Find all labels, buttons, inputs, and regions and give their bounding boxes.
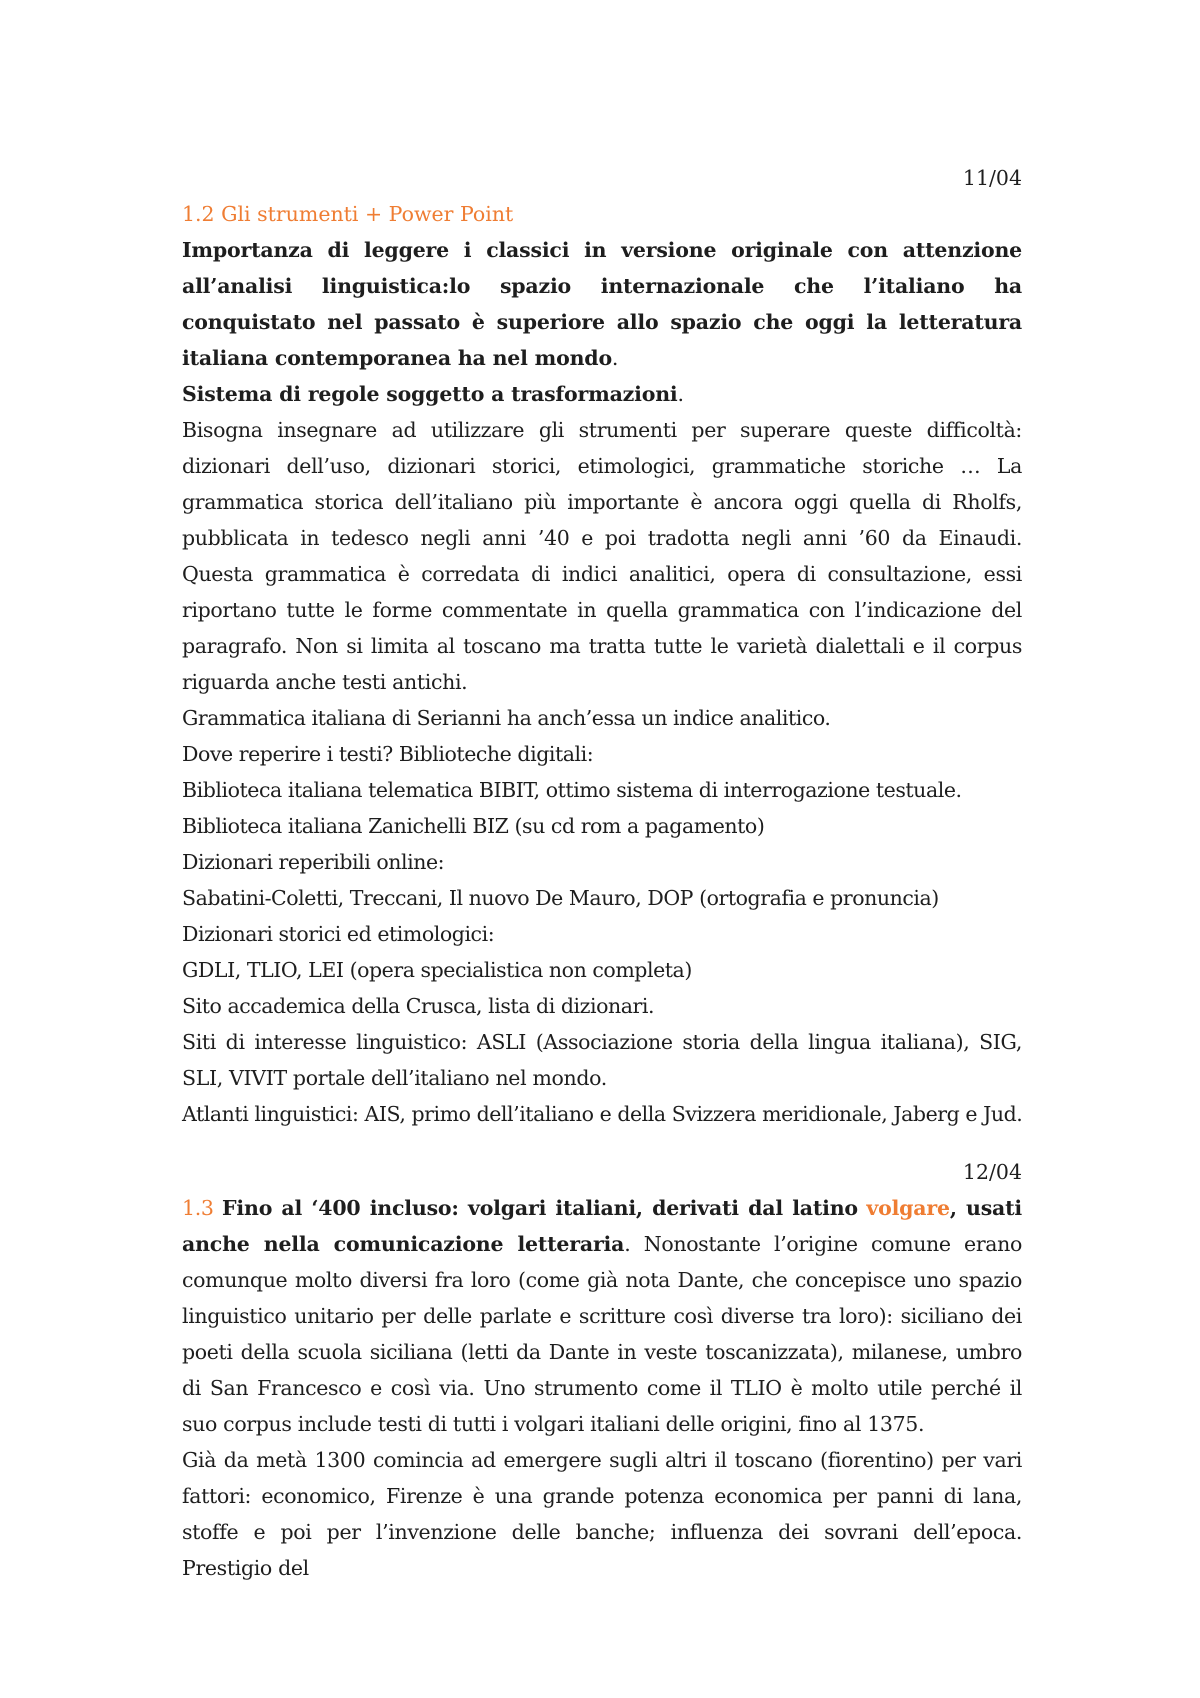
text-line: Sito accademica della Crusca, lista di dizionari. xyxy=(182,994,655,1018)
atlases-line: Atlanti linguistici: AIS, primo dell’italiano e della Svizzera meridionale, Jaberg e Jud. xyxy=(182,1102,1023,1126)
rule-period: . xyxy=(677,382,684,406)
section-number: 1.3 xyxy=(182,1196,214,1220)
body-paragraph: Bisogna insegnare ad utilizzare gli strumenti per superare queste difficoltà: dizionari dell’uso, dizionari storici, etimologici, grammatiche storiche … La grammatica storica dell’italiano più importante è ancora oggi quella di Rholfs, pubblicata in tedesco negli anni ’40 e poi tradotta negli anni ’60 da Einaudi. Questa grammatica è corredata di indici analitici, opera di consultazione, essi riportano tutte le forme commentate in quella grammatica con l’indicazione del paragrafo. Non si limita al toscano ma tratta tutte le varietà dialettali e il corpus riguarda anche testi antichi. xyxy=(182,418,1022,694)
section-heading: 1.2 Gli strumenti + Power Point xyxy=(182,202,514,226)
text-line: Biblioteca italiana telematica BIBIT, ottimo sistema di interrogazione testuale. xyxy=(182,778,962,802)
sites-paragraph: Siti di interesse linguistico: ASLI (Associazione storia della lingua italiana), SIG, SLI, VIVIT portale dell’italiano nel mondo. xyxy=(182,1030,1022,1090)
text-line: Dove reperire i testi? Biblioteche digitali: xyxy=(182,742,594,766)
text-line: Dizionari storici ed etimologici: xyxy=(182,922,495,946)
text-line: Sabatini-Coletti, Treccani, Il nuovo De Mauro, DOP (ortografia e pronuncia) xyxy=(182,886,939,910)
text-line: Biblioteca italiana Zanichelli BIZ (su cd rom a pagamento) xyxy=(182,814,765,838)
body-part-a: . Nonostante l’origine comune erano comunque molto diversi fra loro (come già nota Dante, che concepisce uno spazio linguistico unitario per delle parlate e scritture così diverse tra loro): siciliano dei poeti della scuola siciliana (letti da Dante in veste toscanizzata), milanese, umbro di San Francesco e così via. Uno strumento come il TLIO è molto utile perché il suo corpus include testi di tutti i volgari italiani delle origini, fino al 1375. xyxy=(182,1232,1022,1436)
bold-intro: Importanza di leggere i classici in versione originale con attenzione all’analisi linguistica:lo spazio internazionale che l’italiano ha conquistato nel passato è superiore allo spazio che oggi la letteratura italiana contemporanea ha nel mondo xyxy=(182,238,1022,370)
text-line: GDLI, TLIO, LEI (opera specialistica non completa) xyxy=(182,958,692,982)
lecture-date: 11/04 xyxy=(962,166,1022,190)
toscano-paragraph: Già da metà 1300 comincia ad emergere sugli altri il toscano (fiorentino) per vari fattori: economico, Firenze è una grande potenza economica per panni di lana, stoffe e poi per l’invenzione delle banche; influenza dei sovrani dell’epoca. Prestigio del xyxy=(182,1448,1022,1580)
accent-word: volgare xyxy=(866,1196,950,1220)
bold-part-b: , usati anche nella comunicazione letteraria xyxy=(182,1196,1022,1256)
intro-period: . xyxy=(611,346,619,370)
text-line: Grammatica italiana di Serianni ha anch’essa un indice analitico. xyxy=(182,706,831,730)
lecture-date: 12/04 xyxy=(962,1160,1022,1184)
rule-paragraph xyxy=(182,376,1022,412)
bold-rule: Sistema di regole soggetto a trasformazioni xyxy=(182,382,678,406)
volgari-paragraph xyxy=(182,1190,1022,1442)
text-line: Dizionari reperibili online: xyxy=(182,850,445,874)
section-11-04 xyxy=(182,160,1022,1132)
section-12-04 xyxy=(182,1154,1022,1586)
intro-paragraph xyxy=(182,232,1022,376)
bold-part-a: Fino al ‘400 incluso: volgari italiani, derivati dal latino xyxy=(222,1196,858,1220)
